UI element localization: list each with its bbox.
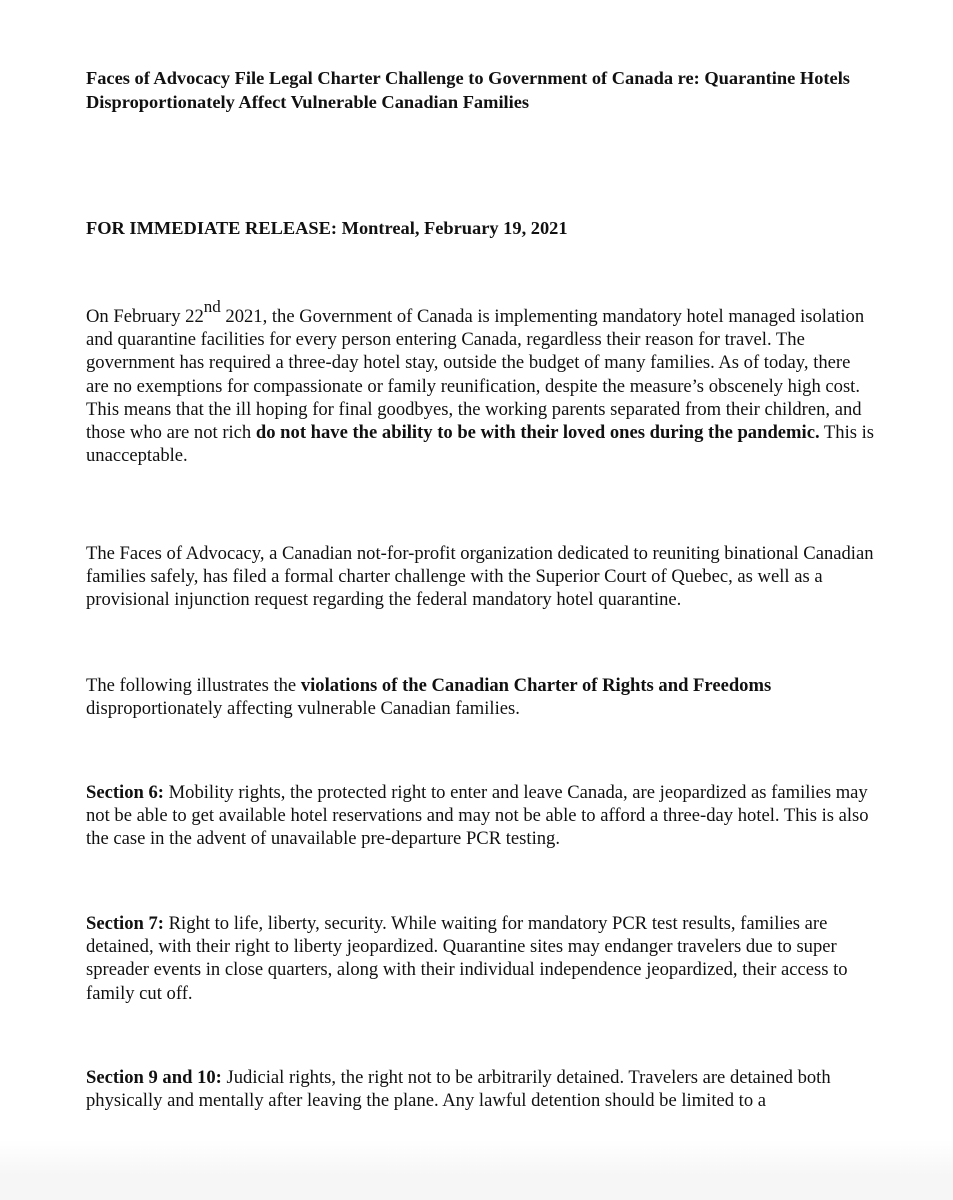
- paragraph-intro-emphasis: do not have the ability to be with their loved ones during the pandemic.: [255, 422, 820, 444]
- section-6-text: Mobility rights, the protected right to enter and leave Canada, are jeopardized as families may not be able to get available hotel reservations and may not be able to afford a three-day hotel. This is also the case in the advent of unavailable pre-departure PCR testing.: [86, 782, 869, 850]
- section-9-10-text: Judicial rights, the right not to be arbitrarily detained. Travelers are detained both physically and mentally after leaving the plane. Any lawful detention should be limited to a: [86, 1067, 831, 1112]
- paragraph-violations: [86, 674, 876, 720]
- paragraph-intro-text-2: 2021, the Government of Canada is implementing mandatory hotel managed isolation and quarantine facilities for every person entering Canada, regardless their reason for travel. The government has required a three-day hotel stay, outside the budget of many families. As of today, there are no exemptions for compassionate or family reunification, despite the measure’s obscenely high cost. This means that the ill hoping for final goodbyes, the working parents separated from their children, and those who are not rich: [86, 306, 865, 444]
- paragraph-violations-text-2: disproportionately affecting vulnerable Canadian families.: [86, 698, 520, 720]
- document-title: Faces of Advocacy File Legal Charter Challenge to Government of Canada re: Quarantine Hotels Disproportionately Affect Vulnerable Canadian Families: [86, 68, 850, 112]
- paragraph-intro-text-1: On February 22: [86, 306, 204, 327]
- section-7-heading: Section 7:: [86, 913, 164, 934]
- paragraph-violations-text-1: The following illustrates the: [86, 675, 301, 696]
- release-line: FOR IMMEDIATE RELEASE: Montreal, February 19, 2021: [86, 218, 568, 238]
- paragraph-intro-text-3: This is unacceptable.: [86, 422, 875, 467]
- page-bottom-fade: [0, 1140, 953, 1200]
- section-7-paragraph: [86, 912, 876, 1005]
- date-ordinal-superscript: nd: [203, 297, 221, 316]
- paragraph-intro: [86, 297, 876, 467]
- paragraph-violations-emphasis: violations of the Canadian Charter of Rights and Freedoms: [300, 675, 772, 696]
- section-9-10-heading: Section 9 and 10:: [86, 1067, 222, 1088]
- section-7-text: Right to life, liberty, security. While waiting for mandatory PCR test results, families are detained, with their right to liberty jeopardized. Quarantine sites may endanger travelers due to super spreader events in close quarters, along with their individual independence jeopardized, their access to family cut off.: [86, 913, 848, 1004]
- paragraph-organization: The Faces of Advocacy, a Canadian not-for-profit organization dedicated to reuniting binational Canadian families safely, has filed a formal charter challenge with the Superior Court of Quebec, as well as a provisional injunction request regarding the federal mandatory hotel quarantine.: [86, 543, 874, 611]
- section-6-heading: Section 6:: [86, 782, 164, 803]
- section-6-paragraph: [86, 781, 876, 851]
- section-9-10-paragraph: [86, 1066, 876, 1112]
